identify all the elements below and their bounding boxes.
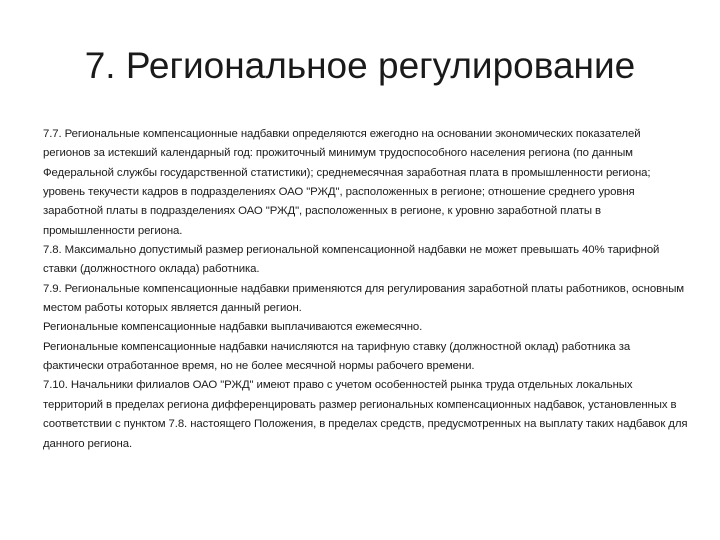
paragraph-7-8: 7.8. Максимально допустимый размер региональной компенсационной надбавки не может превышать 40% тарифной ставки (должностного оклада) работника. bbox=[43, 244, 660, 276]
paragraph-7-9: 7.9. Региональные компенсационные надбавки применяются для регулирования заработной платы работников, основным местом работы которых является данный регион. bbox=[43, 282, 685, 315]
paragraph-7-10: 7.10. Начальники филиалов ОАО "РЖД" имеют право с учетом особенностей рынка труда отдельных локальных территорий в пределах региона дифференцировать размер региональных компенсационных надбавок, установленных в соответствии с пунктом 7.8. настоящего Положения, в пределах средств, предусмотренных на выплату таких надбавок для данного региона. bbox=[43, 379, 688, 450]
paragraph-accrual: Региональные компенсационные надбавки начисляются на тарифную ставку (должностной оклад) работника за фактически отработанное время, но не более месячной нормы рабочего времени. bbox=[43, 340, 631, 373]
slide-title: 7. Региональное регулирование bbox=[84, 45, 636, 86]
slide-body bbox=[43, 125, 688, 454]
paragraph-7-7: 7.7. Региональные компенсационные надбавки определяются ежегодно на основании экономических показателей регионов за истекший календарный год: прожиточный минимум трудоспособного населения региона (по данным Федеральной службы государственной статистики); среднемесячная заработная плата в промышленности региона; уровень текучести кадров в подразделениях ОАО "РЖД", расположенных в регионе; отношение среднего уровня заработной платы в подразделениях ОАО "РЖД", расположенных в регионе, к уровню заработной платы в промышленности региона. bbox=[43, 128, 651, 237]
paragraph-monthly-payment: Региональные компенсационные надбавки выплачиваются ежемесячно. bbox=[43, 321, 423, 334]
